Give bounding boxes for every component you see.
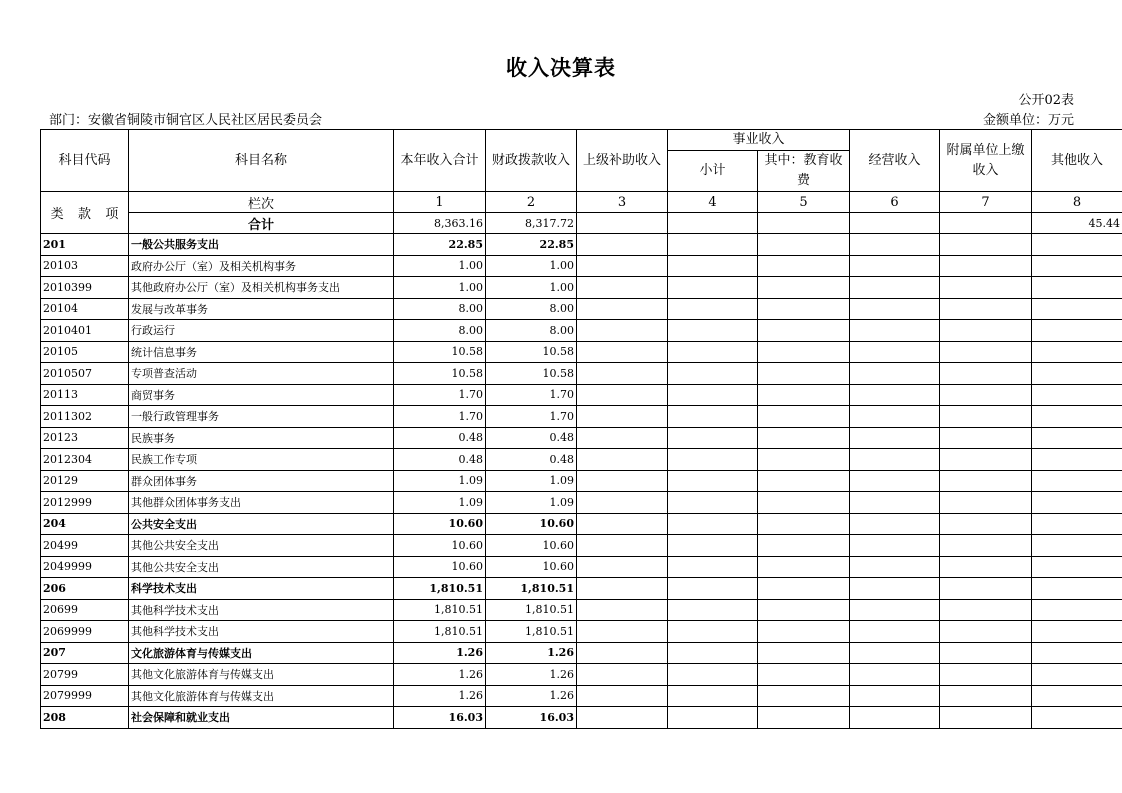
row-empty-cell [758, 599, 850, 621]
row-name: 其他科学技术支出 [129, 621, 394, 643]
row-total: 10.58 [394, 363, 486, 385]
row-fiscal: 1.70 [486, 384, 577, 406]
row-total: 1,810.51 [394, 578, 486, 600]
row-empty-cell [1032, 341, 1122, 363]
row-fiscal: 16.03 [486, 707, 577, 729]
row-fiscal: 1.00 [486, 277, 577, 299]
row-empty-cell [758, 664, 850, 686]
header-total: 本年收入合计 [394, 130, 486, 192]
row-empty-cell [940, 621, 1032, 643]
row-total: 10.60 [394, 513, 486, 535]
row-empty-cell [940, 535, 1032, 557]
row-empty-cell [668, 513, 758, 535]
row-empty-cell [577, 707, 668, 729]
row-name: 发展与改革事务 [129, 298, 394, 320]
row-empty-cell [577, 320, 668, 342]
header-affiliated: 附属单位上缴收入 [940, 130, 1032, 192]
row-empty-cell [668, 363, 758, 385]
header-kuan: 款 [77, 207, 91, 222]
row-code: 2049999 [41, 556, 129, 578]
row-empty-cell [758, 255, 850, 277]
table-row [41, 578, 1122, 600]
row-name: 其他科学技术支出 [129, 599, 394, 621]
row-empty-cell [940, 341, 1032, 363]
table-row [41, 492, 1122, 514]
table-row [41, 320, 1122, 342]
row-empty-cell [1032, 427, 1122, 449]
table-row [41, 234, 1122, 256]
row-empty-cell [577, 234, 668, 256]
table-row [41, 535, 1122, 557]
row-empty-cell [668, 707, 758, 729]
row-total: 1.00 [394, 255, 486, 277]
row-empty-cell [1032, 406, 1122, 428]
row-fiscal: 10.60 [486, 513, 577, 535]
table-row [41, 599, 1122, 621]
row-empty-cell [940, 277, 1032, 299]
row-empty-cell [1032, 320, 1122, 342]
table-row [41, 363, 1122, 385]
row-code: 20105 [41, 341, 129, 363]
row-empty-cell [577, 363, 668, 385]
row-name: 商贸事务 [129, 384, 394, 406]
row-empty-cell [940, 599, 1032, 621]
row-empty-cell [577, 492, 668, 514]
row-empty-cell [577, 535, 668, 557]
row-empty-cell [1032, 513, 1122, 535]
row-name: 其他公共安全支出 [129, 556, 394, 578]
row-empty-cell [668, 320, 758, 342]
row-empty-cell [1032, 664, 1122, 686]
row-empty-cell [668, 298, 758, 320]
row-empty-cell [850, 707, 940, 729]
header-code: 科目代码 [41, 130, 129, 192]
table-row [41, 384, 1122, 406]
row-code: 2012304 [41, 449, 129, 471]
row-empty-cell [940, 406, 1032, 428]
row-empty-cell [668, 535, 758, 557]
row-empty-cell [850, 535, 940, 557]
row-fiscal: 1.09 [486, 470, 577, 492]
total-row [41, 213, 1122, 234]
row-empty-cell [940, 320, 1032, 342]
row-empty-cell [940, 449, 1032, 471]
row-name: 科学技术支出 [129, 578, 394, 600]
row-empty-cell [758, 427, 850, 449]
row-code: 20123 [41, 427, 129, 449]
row-empty-cell [668, 234, 758, 256]
row-empty-cell [668, 642, 758, 664]
row-empty-cell [577, 664, 668, 686]
table-row [41, 449, 1122, 471]
row-empty-cell [758, 320, 850, 342]
row-empty-cell [577, 341, 668, 363]
row-empty-cell [668, 556, 758, 578]
row-empty-cell [1032, 384, 1122, 406]
row-empty-cell [850, 255, 940, 277]
row-total: 1.09 [394, 470, 486, 492]
row-code: 20113 [41, 384, 129, 406]
row-empty-cell [758, 642, 850, 664]
row-empty-cell [758, 277, 850, 299]
row-code: 2010401 [41, 320, 129, 342]
row-empty-cell [758, 492, 850, 514]
header-business-edu: 其中：教育收费 [758, 151, 850, 192]
row-total: 1.00 [394, 277, 486, 299]
row-total: 1.26 [394, 642, 486, 664]
row-total: 10.58 [394, 341, 486, 363]
row-code: 2011302 [41, 406, 129, 428]
row-total: 10.60 [394, 535, 486, 557]
row-empty-cell [1032, 277, 1122, 299]
table-row [41, 664, 1122, 686]
row-code: 2069999 [41, 621, 129, 643]
row-empty-cell [1032, 449, 1122, 471]
row-empty-cell [850, 406, 940, 428]
row-code: 20103 [41, 255, 129, 277]
row-empty-cell [1032, 492, 1122, 514]
row-empty-cell [668, 255, 758, 277]
row-empty-cell [668, 685, 758, 707]
row-empty-cell [668, 449, 758, 471]
row-fiscal: 1.26 [486, 664, 577, 686]
header-business: 事业收入 [668, 130, 850, 151]
table-row [41, 277, 1122, 299]
row-empty-cell [850, 556, 940, 578]
row-fiscal: 8.00 [486, 320, 577, 342]
row-empty-cell [940, 384, 1032, 406]
total-amount: 8,363.16 [394, 213, 486, 234]
row-empty-cell [850, 384, 940, 406]
table-row [41, 406, 1122, 428]
row-empty-cell [758, 363, 850, 385]
row-empty-cell [758, 341, 850, 363]
row-name: 民族工作专项 [129, 449, 394, 471]
row-empty-cell [668, 492, 758, 514]
row-empty-cell [850, 363, 940, 385]
row-empty-cell [940, 513, 1032, 535]
row-empty-cell [577, 277, 668, 299]
amount-unit-label: 金额单位：万元 [982, 113, 1074, 128]
row-empty-cell [668, 406, 758, 428]
income-table [40, 129, 1122, 729]
row-empty-cell [577, 621, 668, 643]
row-total: 1.70 [394, 384, 486, 406]
row-fiscal: 1.26 [486, 642, 577, 664]
lanci-num: 1 [394, 192, 486, 213]
row-empty-cell [850, 492, 940, 514]
row-empty-cell [668, 427, 758, 449]
row-empty-cell [850, 685, 940, 707]
row-empty-cell [940, 492, 1032, 514]
total-label: 合计 [129, 213, 394, 234]
header-lei-kuan-xiang [41, 192, 129, 234]
row-code: 204 [41, 513, 129, 535]
row-empty-cell [758, 513, 850, 535]
row-total: 8.00 [394, 298, 486, 320]
row-name: 文化旅游体育与传媒支出 [129, 642, 394, 664]
row-empty-cell [850, 513, 940, 535]
header-name: 科目名称 [129, 130, 394, 192]
row-empty-cell [758, 621, 850, 643]
row-empty-cell [850, 277, 940, 299]
row-name: 其他文化旅游体育与传媒支出 [129, 685, 394, 707]
row-empty-cell [668, 384, 758, 406]
row-name: 行政运行 [129, 320, 394, 342]
row-empty-cell [758, 384, 850, 406]
row-empty-cell [850, 320, 940, 342]
row-empty-cell [850, 234, 940, 256]
row-empty-cell [1032, 621, 1122, 643]
total-other: 45.44 [1032, 213, 1122, 234]
row-empty-cell [577, 406, 668, 428]
row-empty-cell [577, 685, 668, 707]
row-empty-cell [1032, 642, 1122, 664]
row-name: 其他文化旅游体育与传媒支出 [129, 664, 394, 686]
row-name: 一般公共服务支出 [129, 234, 394, 256]
page-title: 收入决算表 [506, 56, 616, 80]
row-empty-cell [850, 642, 940, 664]
row-fiscal: 1.09 [486, 492, 577, 514]
row-total: 0.48 [394, 449, 486, 471]
row-empty-cell [940, 556, 1032, 578]
row-total: 1.26 [394, 664, 486, 686]
row-empty-cell [758, 406, 850, 428]
row-empty-cell [1032, 578, 1122, 600]
row-fiscal: 1.70 [486, 406, 577, 428]
row-empty-cell [940, 578, 1032, 600]
row-empty-cell [758, 298, 850, 320]
row-code: 20699 [41, 599, 129, 621]
row-code: 201 [41, 234, 129, 256]
row-empty-cell [1032, 599, 1122, 621]
row-total: 8.00 [394, 320, 486, 342]
row-empty-cell [940, 470, 1032, 492]
row-fiscal: 22.85 [486, 234, 577, 256]
table-row [41, 341, 1122, 363]
row-code: 206 [41, 578, 129, 600]
table-row [41, 470, 1122, 492]
row-empty-cell [1032, 234, 1122, 256]
row-empty-cell [577, 255, 668, 277]
row-empty-cell [577, 427, 668, 449]
lanci-num: 7 [940, 192, 1032, 213]
header-xiang: 项 [105, 207, 119, 222]
header-business-subtotal: 小计 [668, 151, 758, 192]
row-code: 2010399 [41, 277, 129, 299]
row-empty-cell [940, 664, 1032, 686]
row-empty-cell [758, 234, 850, 256]
row-name: 一般行政管理事务 [129, 406, 394, 428]
row-fiscal: 10.60 [486, 556, 577, 578]
row-fiscal: 8.00 [486, 298, 577, 320]
row-empty-cell [758, 535, 850, 557]
row-empty-cell [577, 513, 668, 535]
row-empty-cell [758, 578, 850, 600]
row-empty-cell [577, 298, 668, 320]
lanci-num: 4 [668, 192, 758, 213]
row-empty-cell [668, 664, 758, 686]
lanci-num: 8 [1032, 192, 1122, 213]
row-fiscal: 1.26 [486, 685, 577, 707]
row-empty-cell [577, 599, 668, 621]
row-empty-cell [850, 449, 940, 471]
row-empty-cell [850, 621, 940, 643]
row-name: 统计信息事务 [129, 341, 394, 363]
row-empty-cell [758, 449, 850, 471]
table-row [41, 513, 1122, 535]
row-empty-cell [1032, 470, 1122, 492]
row-empty-cell [1032, 298, 1122, 320]
header-other: 其他收入 [1032, 130, 1122, 192]
row-empty-cell [850, 664, 940, 686]
total-fiscal: 8,317.72 [486, 213, 577, 234]
row-empty-cell [1032, 255, 1122, 277]
table-row [41, 642, 1122, 664]
lanci-num: 3 [577, 192, 668, 213]
row-fiscal: 1.00 [486, 255, 577, 277]
row-empty-cell [577, 642, 668, 664]
row-fiscal: 1,810.51 [486, 621, 577, 643]
row-empty-cell [940, 642, 1032, 664]
row-empty-cell [577, 384, 668, 406]
header-operating: 经营收入 [850, 130, 940, 192]
table-row [41, 707, 1122, 729]
row-empty-cell [850, 599, 940, 621]
row-name: 公共安全支出 [129, 513, 394, 535]
row-fiscal: 0.48 [486, 449, 577, 471]
lanci-num: 2 [486, 192, 577, 213]
lanci-label: 栏次 [129, 192, 394, 213]
lanci-num: 6 [850, 192, 940, 213]
row-empty-cell [758, 685, 850, 707]
row-empty-cell [850, 298, 940, 320]
row-empty-cell [577, 470, 668, 492]
row-total: 10.60 [394, 556, 486, 578]
row-empty-cell [1032, 556, 1122, 578]
lanci-num: 5 [758, 192, 850, 213]
row-empty-cell [850, 470, 940, 492]
row-empty-cell [1032, 685, 1122, 707]
row-empty-cell [1032, 535, 1122, 557]
header-fiscal: 财政拨款收入 [486, 130, 577, 192]
row-code: 20799 [41, 664, 129, 686]
department-label: 部门：安徽省铜陵市铜官区人民社区居民委员会 [49, 113, 323, 128]
row-empty-cell [668, 599, 758, 621]
row-fiscal: 10.58 [486, 363, 577, 385]
header-superior: 上级补助收入 [577, 130, 668, 192]
row-empty-cell [668, 621, 758, 643]
row-total: 1.70 [394, 406, 486, 428]
row-empty-cell [758, 556, 850, 578]
row-name: 其他政府办公厅（室）及相关机构事务支出 [129, 277, 394, 299]
row-empty-cell [940, 298, 1032, 320]
row-empty-cell [1032, 707, 1122, 729]
row-fiscal: 10.58 [486, 341, 577, 363]
row-code: 2010507 [41, 363, 129, 385]
row-empty-cell [758, 470, 850, 492]
row-total: 1,810.51 [394, 621, 486, 643]
row-empty-cell [577, 578, 668, 600]
row-total: 0.48 [394, 427, 486, 449]
row-empty-cell [940, 363, 1032, 385]
row-empty-cell [668, 578, 758, 600]
row-empty-cell [668, 470, 758, 492]
row-fiscal: 10.60 [486, 535, 577, 557]
table-row [41, 427, 1122, 449]
row-fiscal: 1,810.51 [486, 599, 577, 621]
row-total: 1.09 [394, 492, 486, 514]
row-empty-cell [1032, 363, 1122, 385]
row-total: 1.26 [394, 685, 486, 707]
row-empty-cell [940, 234, 1032, 256]
row-empty-cell [850, 427, 940, 449]
row-total: 16.03 [394, 707, 486, 729]
row-empty-cell [668, 277, 758, 299]
row-code: 20104 [41, 298, 129, 320]
form-number: 公开02表 [1018, 93, 1074, 108]
table-row [41, 685, 1122, 707]
row-empty-cell [577, 556, 668, 578]
row-code: 20129 [41, 470, 129, 492]
row-empty-cell [940, 707, 1032, 729]
row-code: 207 [41, 642, 129, 664]
row-code: 208 [41, 707, 129, 729]
row-empty-cell [940, 255, 1032, 277]
table-row [41, 255, 1122, 277]
table-row [41, 298, 1122, 320]
row-name: 群众团体事务 [129, 470, 394, 492]
table-row [41, 621, 1122, 643]
row-name: 民族事务 [129, 427, 394, 449]
row-total: 22.85 [394, 234, 486, 256]
row-name: 其他群众团体事务支出 [129, 492, 394, 514]
row-code: 2079999 [41, 685, 129, 707]
row-name: 其他公共安全支出 [129, 535, 394, 557]
row-empty-cell [940, 685, 1032, 707]
header-lei: 类 [50, 207, 64, 222]
row-empty-cell [850, 341, 940, 363]
row-code: 20499 [41, 535, 129, 557]
row-code: 2012999 [41, 492, 129, 514]
row-name: 政府办公厅（室）及相关机构事务 [129, 255, 394, 277]
table-row [41, 556, 1122, 578]
row-name: 专项普查活动 [129, 363, 394, 385]
row-fiscal: 0.48 [486, 427, 577, 449]
row-empty-cell [940, 427, 1032, 449]
row-total: 1,810.51 [394, 599, 486, 621]
row-fiscal: 1,810.51 [486, 578, 577, 600]
row-empty-cell [668, 341, 758, 363]
row-name: 社会保障和就业支出 [129, 707, 394, 729]
row-empty-cell [850, 578, 940, 600]
row-empty-cell [577, 449, 668, 471]
row-empty-cell [758, 707, 850, 729]
